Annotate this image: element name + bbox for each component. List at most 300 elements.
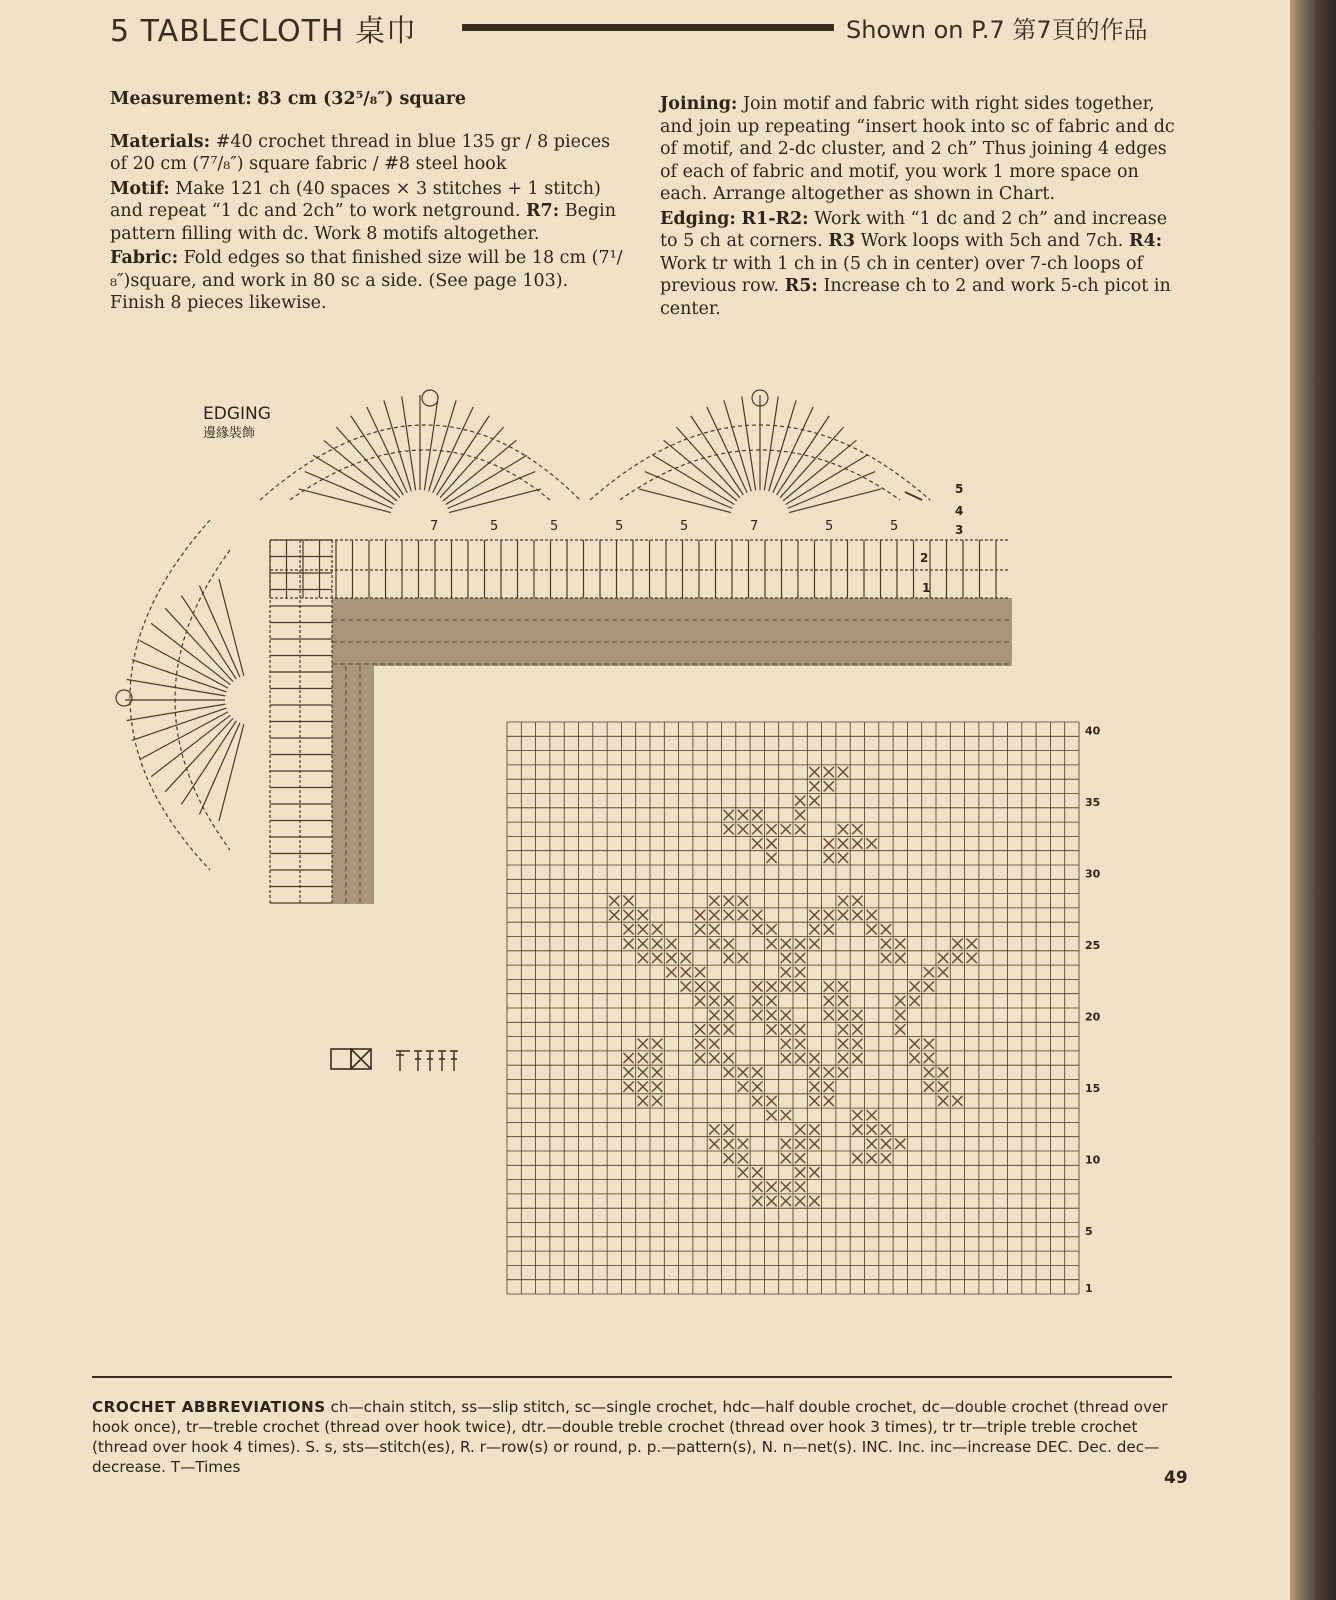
fan-ray [764, 396, 778, 490]
filled-cell [638, 1039, 648, 1049]
fabric-band-horizontal [332, 598, 1012, 666]
filled-cell [709, 896, 719, 906]
filled-cell [881, 924, 891, 934]
filled-cell [881, 1124, 891, 1134]
filled-cell [623, 939, 633, 949]
filled-cell [895, 953, 905, 963]
filled-cell [666, 967, 676, 977]
edging-row-label: 5 [955, 482, 964, 496]
edging-loop-label: 7 [430, 519, 439, 534]
filled-cell [623, 1067, 633, 1077]
fabric-band-vertical [332, 598, 374, 904]
filled-cell [724, 910, 734, 920]
fan-ray [384, 400, 411, 491]
edging-paragraph [660, 208, 1175, 321]
filled-cell [652, 1082, 662, 1092]
fan-ray [440, 427, 504, 498]
fabric-paragraph [110, 247, 625, 315]
motif-r7-label: R7: [526, 201, 560, 221]
filled-cell [709, 910, 719, 920]
filled-cell [695, 1053, 705, 1063]
filled-cell [781, 1039, 791, 1049]
filled-cell [766, 981, 776, 991]
row-number-label: 40 [1085, 724, 1101, 738]
filled-cell [895, 1139, 905, 1149]
filled-cell [809, 924, 819, 934]
filled-cell [724, 996, 734, 1006]
edging-loop-label: 7 [750, 519, 759, 534]
filled-cell [752, 996, 762, 1006]
filled-cell [781, 1196, 791, 1206]
filled-cell [895, 1010, 905, 1020]
filled-cell [795, 1139, 805, 1149]
filled-cell [924, 1067, 934, 1077]
row-number-label: 15 [1085, 1081, 1101, 1095]
filled-cell [852, 838, 862, 848]
filled-cell [724, 1010, 734, 1020]
abbreviations-title: CROCHET ABBREVIATIONS [92, 1398, 326, 1416]
book-spine [1290, 0, 1336, 1600]
filled-cell [852, 1024, 862, 1034]
page-number: 49 [1164, 1468, 1188, 1488]
filled-cell [609, 910, 619, 920]
filled-cell [838, 1010, 848, 1020]
edging-loop-label: 5 [490, 519, 499, 534]
filled-cell [795, 1039, 805, 1049]
filled-cell [795, 796, 805, 806]
filled-cell [752, 810, 762, 820]
filled-cell [824, 1010, 834, 1020]
filled-cell [924, 967, 934, 977]
fan-ray [769, 400, 796, 491]
filled-cell [781, 981, 791, 991]
filled-cell [781, 953, 791, 963]
filled-cell [766, 996, 776, 1006]
filled-cell [766, 1182, 776, 1192]
filled-cell [781, 1182, 791, 1192]
filled-cell [695, 1039, 705, 1049]
filled-cell [709, 981, 719, 991]
filled-cell [652, 1053, 662, 1063]
filled-cell [724, 1024, 734, 1034]
legend-empty-cell [331, 1049, 351, 1069]
edging-fan-corner [130, 520, 210, 870]
filled-cell [852, 824, 862, 834]
motif-grid [507, 722, 1079, 1294]
filled-cell [752, 1082, 762, 1092]
filled-cell [766, 824, 776, 834]
filled-cell [752, 1010, 762, 1020]
filled-cell [795, 1124, 805, 1134]
filled-cell [809, 796, 819, 806]
filled-cell [724, 824, 734, 834]
edging-picot-1 [422, 390, 438, 406]
fan-ray [724, 400, 751, 491]
fabric-label: Fabric: [110, 248, 179, 268]
filled-cell [824, 767, 834, 777]
filled-cell [809, 1139, 819, 1149]
filled-cell [795, 967, 805, 977]
edging-r4-label: R4: [1128, 231, 1163, 251]
filled-cell [795, 1053, 805, 1063]
edging-loop-label: 5 [550, 519, 559, 534]
filled-cell [809, 1082, 819, 1092]
fan-ray [424, 396, 438, 490]
filled-cell [824, 838, 834, 848]
legend-stitch-symbols [396, 1051, 458, 1071]
filled-cell [652, 1067, 662, 1077]
fan-ray [676, 427, 740, 498]
row-number-label: 10 [1085, 1153, 1101, 1167]
edging-label-cn: 邊緣裝飾 [203, 426, 256, 441]
filled-cell [766, 939, 776, 949]
fan-ray [324, 440, 397, 501]
filled-cell [881, 1153, 891, 1163]
filled-cell [752, 1196, 762, 1206]
filled-cell [609, 896, 619, 906]
measurement-paragraph [110, 88, 625, 111]
filled-cell [809, 1124, 819, 1134]
materials-label: Materials: [110, 131, 211, 152]
filled-cell [938, 1067, 948, 1077]
filled-cell [838, 1039, 848, 1049]
filled-cell [824, 853, 834, 863]
filled-cell [695, 967, 705, 977]
filled-cell [809, 1196, 819, 1206]
filled-cell [652, 953, 662, 963]
filled-cell [681, 953, 691, 963]
filled-cell [852, 1153, 862, 1163]
filled-cell [881, 953, 891, 963]
filled-cell [895, 1024, 905, 1034]
filled-cell [838, 824, 848, 834]
filled-cell [623, 1053, 633, 1063]
filled-cell [909, 996, 919, 1006]
filled-cell [838, 1024, 848, 1034]
filled-cell [809, 1096, 819, 1106]
fan-ray [443, 440, 516, 501]
filled-cell [781, 1153, 791, 1163]
fan-ray [151, 623, 230, 684]
measurement-label: Measurement: [110, 89, 252, 109]
edging-r1-label: R1-R2: [741, 208, 809, 229]
filled-cell [738, 1067, 748, 1077]
filled-cell [867, 910, 877, 920]
filled-cell [709, 1039, 719, 1049]
filled-cell [795, 1182, 805, 1192]
filled-cell [766, 1024, 776, 1034]
filled-cell [967, 939, 977, 949]
filled-cell [623, 910, 633, 920]
fan-ray [127, 679, 226, 695]
filled-cell [881, 939, 891, 949]
footer-rule [92, 1376, 1172, 1378]
filled-cell [752, 1067, 762, 1077]
filled-cell [709, 1139, 719, 1149]
filled-cell [766, 853, 776, 863]
filled-cell [952, 939, 962, 949]
row-number-label: 35 [1085, 795, 1101, 809]
filled-cell [781, 1139, 791, 1149]
filled-cell [824, 924, 834, 934]
fan-ray [165, 608, 233, 681]
filled-cell [809, 767, 819, 777]
filled-cell [824, 996, 834, 1006]
filled-cell [795, 1024, 805, 1034]
filled-cell [795, 810, 805, 820]
filled-cell [809, 910, 819, 920]
filled-cell [666, 939, 676, 949]
fan-ray [789, 489, 881, 513]
filled-cell [852, 910, 862, 920]
filled-cell [638, 939, 648, 949]
filled-cell [924, 1039, 934, 1049]
filled-cell [795, 1196, 805, 1206]
fan-ray [165, 718, 233, 791]
edging-r5-label: R5: [784, 276, 818, 296]
filled-cell [809, 781, 819, 791]
filled-cell [709, 1024, 719, 1034]
edging-loop-labels [430, 519, 898, 534]
filled-cell [724, 1139, 734, 1149]
filled-cell [852, 1039, 862, 1049]
filled-cell [752, 981, 762, 991]
edging-loop-label: 5 [680, 519, 689, 534]
filled-cell [652, 1096, 662, 1106]
motif-row-numbers [1085, 724, 1101, 1295]
filled-cell [852, 1053, 862, 1063]
filled-cell [752, 910, 762, 920]
filled-cell [938, 953, 948, 963]
filled-cell [809, 1067, 819, 1077]
filled-cell [638, 1096, 648, 1106]
filled-cell [752, 1182, 762, 1192]
filled-cell [909, 1053, 919, 1063]
filled-cell [638, 910, 648, 920]
materials-paragraph [110, 131, 625, 176]
fan-ray [664, 440, 737, 501]
filled-cell [838, 910, 848, 920]
filled-cell [781, 1110, 791, 1120]
filled-cell [781, 824, 791, 834]
fan-ray [402, 396, 416, 490]
filled-cell [852, 1010, 862, 1020]
filled-cell [766, 1196, 776, 1206]
filled-cell [738, 910, 748, 920]
title-rule [462, 24, 834, 31]
measurement-text: 83 cm (32⁵/₈″) square [257, 89, 467, 109]
filled-cell [766, 1110, 776, 1120]
filled-cell [766, 924, 776, 934]
edging-r5-text: Increase ch to 2 and work 5-ch picot in center. [660, 276, 1171, 319]
filled-cell [738, 824, 748, 834]
filled-cell [752, 1167, 762, 1177]
edging-loop-label: 5 [615, 519, 624, 534]
filled-cell [895, 939, 905, 949]
fan-ray [299, 489, 391, 513]
joining-paragraph [660, 93, 1175, 206]
filled-cell [638, 1067, 648, 1077]
filled-cell [867, 838, 877, 848]
filled-cell [766, 1010, 776, 1020]
instructions-left [110, 88, 625, 317]
filled-cell [795, 939, 805, 949]
filled-cell [938, 967, 948, 977]
filled-cell [924, 981, 934, 991]
edging-arrow [905, 492, 922, 500]
filled-cell [781, 1024, 791, 1034]
edging-loop-label: 5 [825, 519, 834, 534]
filled-cell [652, 924, 662, 934]
filled-cell [781, 967, 791, 977]
filled-cell [838, 1053, 848, 1063]
filled-cell [795, 824, 805, 834]
chart-legend [330, 1045, 470, 1075]
filled-cell [623, 896, 633, 906]
filled-cell [652, 1039, 662, 1049]
edging-row-label: 1 [922, 581, 931, 595]
filled-cell [838, 996, 848, 1006]
fan-ray [780, 427, 844, 498]
filled-cell [967, 953, 977, 963]
fan-ray [449, 489, 541, 513]
filled-cell [867, 924, 877, 934]
filled-cell [867, 1110, 877, 1120]
filled-cell [824, 1067, 834, 1077]
filled-cell [838, 767, 848, 777]
fan-ray [140, 641, 228, 688]
row-number-label: 25 [1085, 938, 1101, 952]
filled-cell [766, 838, 776, 848]
edging-label: Edging: [660, 208, 736, 229]
filled-cell [938, 1082, 948, 1092]
filled-cell [795, 1167, 805, 1177]
filled-cell [724, 1124, 734, 1134]
edging-row-labels [920, 482, 963, 595]
filled-cell [852, 1110, 862, 1120]
row-number-label: 20 [1085, 1010, 1101, 1024]
filled-cell [738, 1167, 748, 1177]
edging-row-label: 4 [955, 504, 964, 518]
motif-paragraph [110, 178, 625, 246]
filled-cell [809, 939, 819, 949]
fan-ray [429, 400, 456, 491]
filled-cell [695, 981, 705, 991]
motif-chart [505, 718, 1125, 1298]
filled-cell [809, 1053, 819, 1063]
filled-cell [638, 1053, 648, 1063]
filled-cell [852, 896, 862, 906]
filled-cell [824, 981, 834, 991]
filled-cell [738, 896, 748, 906]
row-number-label: 1 [1085, 1282, 1093, 1295]
joining-label: Joining: [660, 94, 738, 114]
filled-cell [724, 1053, 734, 1063]
motif-text: Make 121 ch (40 spaces × 3 stitches + 1 stitch) and repeat “1 dc and 2ch” to work netground. [110, 178, 601, 221]
filled-cell [695, 996, 705, 1006]
edging-r3-text: Work loops with 5ch and 7ch. [860, 231, 1124, 251]
fan-ray [219, 724, 244, 821]
filled-cell [738, 1139, 748, 1149]
filled-cell [638, 953, 648, 963]
filled-cell [867, 1153, 877, 1163]
edging-loop-label: 5 [890, 519, 899, 534]
page-title: 5 TABLECLOTH 桌巾 [110, 14, 418, 49]
edging-r4-text: Work tr with 1 ch in (5 ch in center) over 7-ch loops of previous row. [660, 253, 1144, 296]
filled-cell [952, 953, 962, 963]
filled-cell [795, 981, 805, 991]
row-number-label: 5 [1085, 1224, 1093, 1238]
filled-cell [909, 1039, 919, 1049]
filled-cell [695, 924, 705, 934]
filled-cell [867, 1124, 877, 1134]
edging-label-en: EDGING [203, 404, 271, 424]
filled-cell [895, 996, 905, 1006]
filled-cell [838, 838, 848, 848]
row-number-label: 30 [1085, 867, 1101, 881]
shown-on-label: Shown on P.7 第7頁的作品 [846, 16, 1148, 44]
filled-cell [881, 1139, 891, 1149]
filled-cell [852, 1124, 862, 1134]
filled-cell [952, 1096, 962, 1106]
filled-cell [838, 981, 848, 991]
filled-cell [824, 781, 834, 791]
filled-cell [652, 939, 662, 949]
abbreviations-block [92, 1397, 1174, 1477]
edging-r3-label: R3 [828, 231, 856, 251]
filled-cell [824, 910, 834, 920]
fan-ray [132, 660, 227, 692]
filled-cell [738, 1082, 748, 1092]
filled-cell [724, 1153, 734, 1163]
filled-cell [824, 1096, 834, 1106]
fan-ray [127, 704, 226, 720]
filled-cell [838, 853, 848, 863]
filled-cell [809, 1167, 819, 1177]
filled-cell [724, 939, 734, 949]
filled-cell [681, 967, 691, 977]
edging-r1-text: Work with “1 dc and 2 ch” and increase to 5 ch at corners. [660, 208, 1168, 251]
materials-text: #40 crochet thread in blue 135 gr / 8 pieces of 20 cm (7⁷/₈″) square fabric / #8 steel hook [110, 131, 611, 174]
filled-cell [909, 981, 919, 991]
filled-cell [709, 996, 719, 1006]
filled-cell [638, 924, 648, 934]
abbreviations-text: ch—chain stitch, ss—slip stitch, sc—single crochet, hdc—half double crochet, dc—double crochet (thread over hook once), tr—treble crochet (thread over hook twice), dtr.—double treble crochet (thread over hook 3 times), tr tr—triple treble crochet (thread over hook 4 times). S. s, sts—stitch(es), R. r—row(s) or round, p. p.—pattern(s), N. n—net(s). INC. Inc. inc—increase DEC. Dec. dec—decrease. T—Times [92, 1398, 1168, 1476]
motif-r7-text: Begin pattern filling with dc. Work 8 motifs altogether. [110, 201, 617, 244]
filled-cell [709, 1010, 719, 1020]
fan-ray [783, 440, 856, 501]
fan-ray [140, 712, 228, 759]
fan-ray [639, 489, 731, 513]
motif-label: Motif: [110, 178, 170, 199]
filled-cell [752, 824, 762, 834]
filled-cell [838, 896, 848, 906]
filled-cell [638, 1082, 648, 1092]
filled-cell [752, 924, 762, 934]
filled-cell [752, 1096, 762, 1106]
filled-cell [824, 1082, 834, 1092]
filled-cell [938, 1096, 948, 1106]
filled-cell [924, 1053, 934, 1063]
filled-cell [766, 1096, 776, 1106]
fan-ray [336, 427, 400, 498]
filled-cell [781, 939, 791, 949]
filled-cell [724, 896, 734, 906]
filled-cell [738, 1153, 748, 1163]
filled-cell [709, 1124, 719, 1134]
edging-row-label: 2 [920, 551, 929, 565]
filled-cell [666, 953, 676, 963]
